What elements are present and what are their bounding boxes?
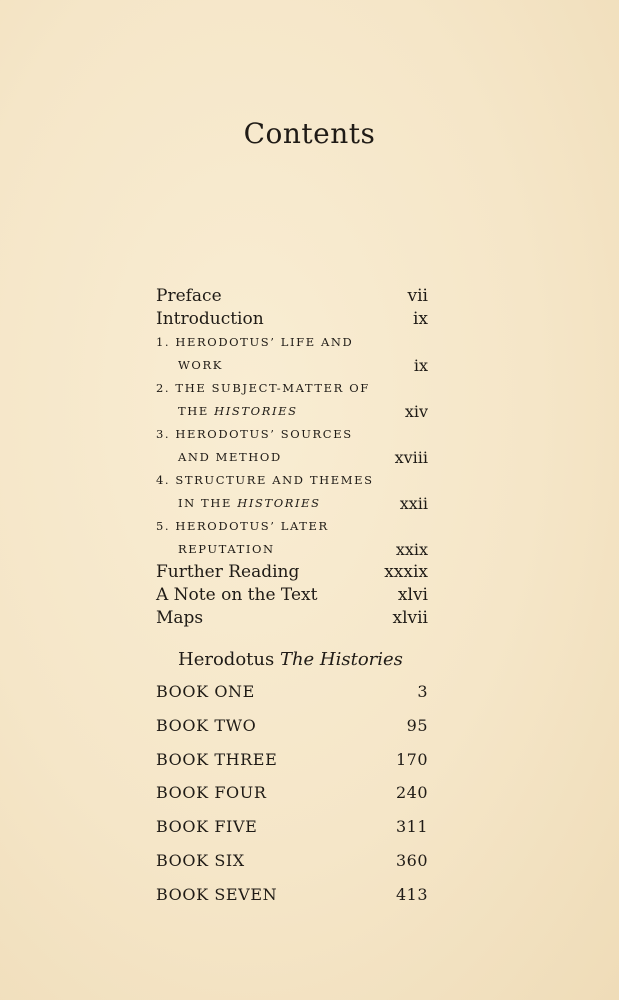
book-entry <box>156 817 428 851</box>
toc-entry-label: Preface <box>156 286 222 306</box>
toc-section-label: 4. STRUCTURE AND THEMES <box>156 473 374 487</box>
toc-section-3-line1 <box>156 423 428 446</box>
toc-entry-label: Introduction <box>156 309 264 329</box>
book-entry <box>156 783 428 817</box>
toc-section-4-line2 <box>156 492 428 515</box>
book-label: BOOK FOUR <box>156 783 267 803</box>
toc-section-page: xviii <box>394 448 428 467</box>
histories-heading <box>178 649 403 670</box>
toc-section-label: AND METHOD <box>178 450 282 464</box>
toc-section-label: 3. HERODOTUS’ SOURCES <box>156 427 353 441</box>
toc-entry-note-on-text <box>156 584 428 607</box>
book-entry <box>156 885 428 919</box>
toc-section-4-line1 <box>156 469 428 492</box>
toc-entry-label: A Note on the Text <box>156 585 318 605</box>
book-page: 413 <box>395 884 428 904</box>
toc-entry-label: Maps <box>156 608 204 628</box>
toc-section-label: WORK <box>178 358 223 372</box>
book-page: 360 <box>395 850 428 870</box>
toc-section-page: xxii <box>399 494 428 513</box>
book-page: 3 <box>417 682 428 701</box>
book-page: 170 <box>395 749 428 769</box>
toc-section-label-prefix: THE <box>178 404 215 418</box>
toc-entry-label: Further Reading <box>156 562 300 582</box>
toc-section-label: REPUTATION <box>178 542 275 556</box>
toc-section-page: xiv <box>404 402 428 421</box>
book-list <box>156 682 428 919</box>
toc-section-2-line2 <box>156 400 428 423</box>
toc-section-1-line2 <box>156 354 428 377</box>
toc-section-2-line1 <box>156 377 428 400</box>
book-label: BOOK TWO <box>156 715 257 735</box>
book-label: BOOK ONE <box>156 682 255 701</box>
toc-section-page: xxix <box>395 540 428 559</box>
toc-entry-page: xxxix <box>384 562 428 582</box>
toc-entry-further-reading <box>156 561 428 584</box>
toc-entry-page: vii <box>407 286 428 306</box>
histories-work-title: The Histories <box>279 649 403 670</box>
toc-section-5-line1 <box>156 515 428 538</box>
histories-author: Herodotus <box>178 649 280 670</box>
toc-section-label-italic: HISTORIES <box>237 496 321 510</box>
toc-section-page: ix <box>413 356 428 375</box>
toc-section-label-italic: HISTORIES <box>214 404 298 418</box>
book-entry <box>156 851 428 885</box>
toc-entry-maps <box>156 607 428 630</box>
page-title: Contents <box>243 117 376 150</box>
toc-section-label: 1. HERODOTUS’ LIFE AND <box>156 335 354 349</box>
book-entry <box>156 750 428 784</box>
book-entry <box>156 682 428 716</box>
toc-entry-preface <box>156 285 428 308</box>
book-page: 311 <box>395 817 428 837</box>
table-of-contents <box>156 285 428 630</box>
book-label: BOOK FIVE <box>156 817 258 837</box>
toc-section-1-line1 <box>156 331 428 354</box>
book-entry <box>156 716 428 750</box>
toc-entry-page: ix <box>412 309 428 329</box>
book-label: BOOK THREE <box>156 749 278 769</box>
toc-section-label: 2. THE SUBJECT-MATTER OF <box>156 381 370 395</box>
toc-entry-introduction <box>156 308 428 331</box>
toc-section-label <box>156 492 321 515</box>
toc-section-label-prefix: IN THE <box>178 496 238 510</box>
book-page: 240 <box>395 783 428 803</box>
book-label: BOOK SEVEN <box>156 884 278 904</box>
toc-entry-page: xlvi <box>397 585 428 605</box>
toc-section-3-line2 <box>156 446 428 469</box>
toc-section-label <box>156 400 298 423</box>
book-label: BOOK SIX <box>156 850 245 870</box>
book-page: 95 <box>406 715 428 735</box>
toc-section-5-line2 <box>156 538 428 561</box>
toc-section-label: 5. HERODOTUS’ LATER <box>156 519 329 533</box>
toc-entry-page: xlvii <box>392 608 428 628</box>
